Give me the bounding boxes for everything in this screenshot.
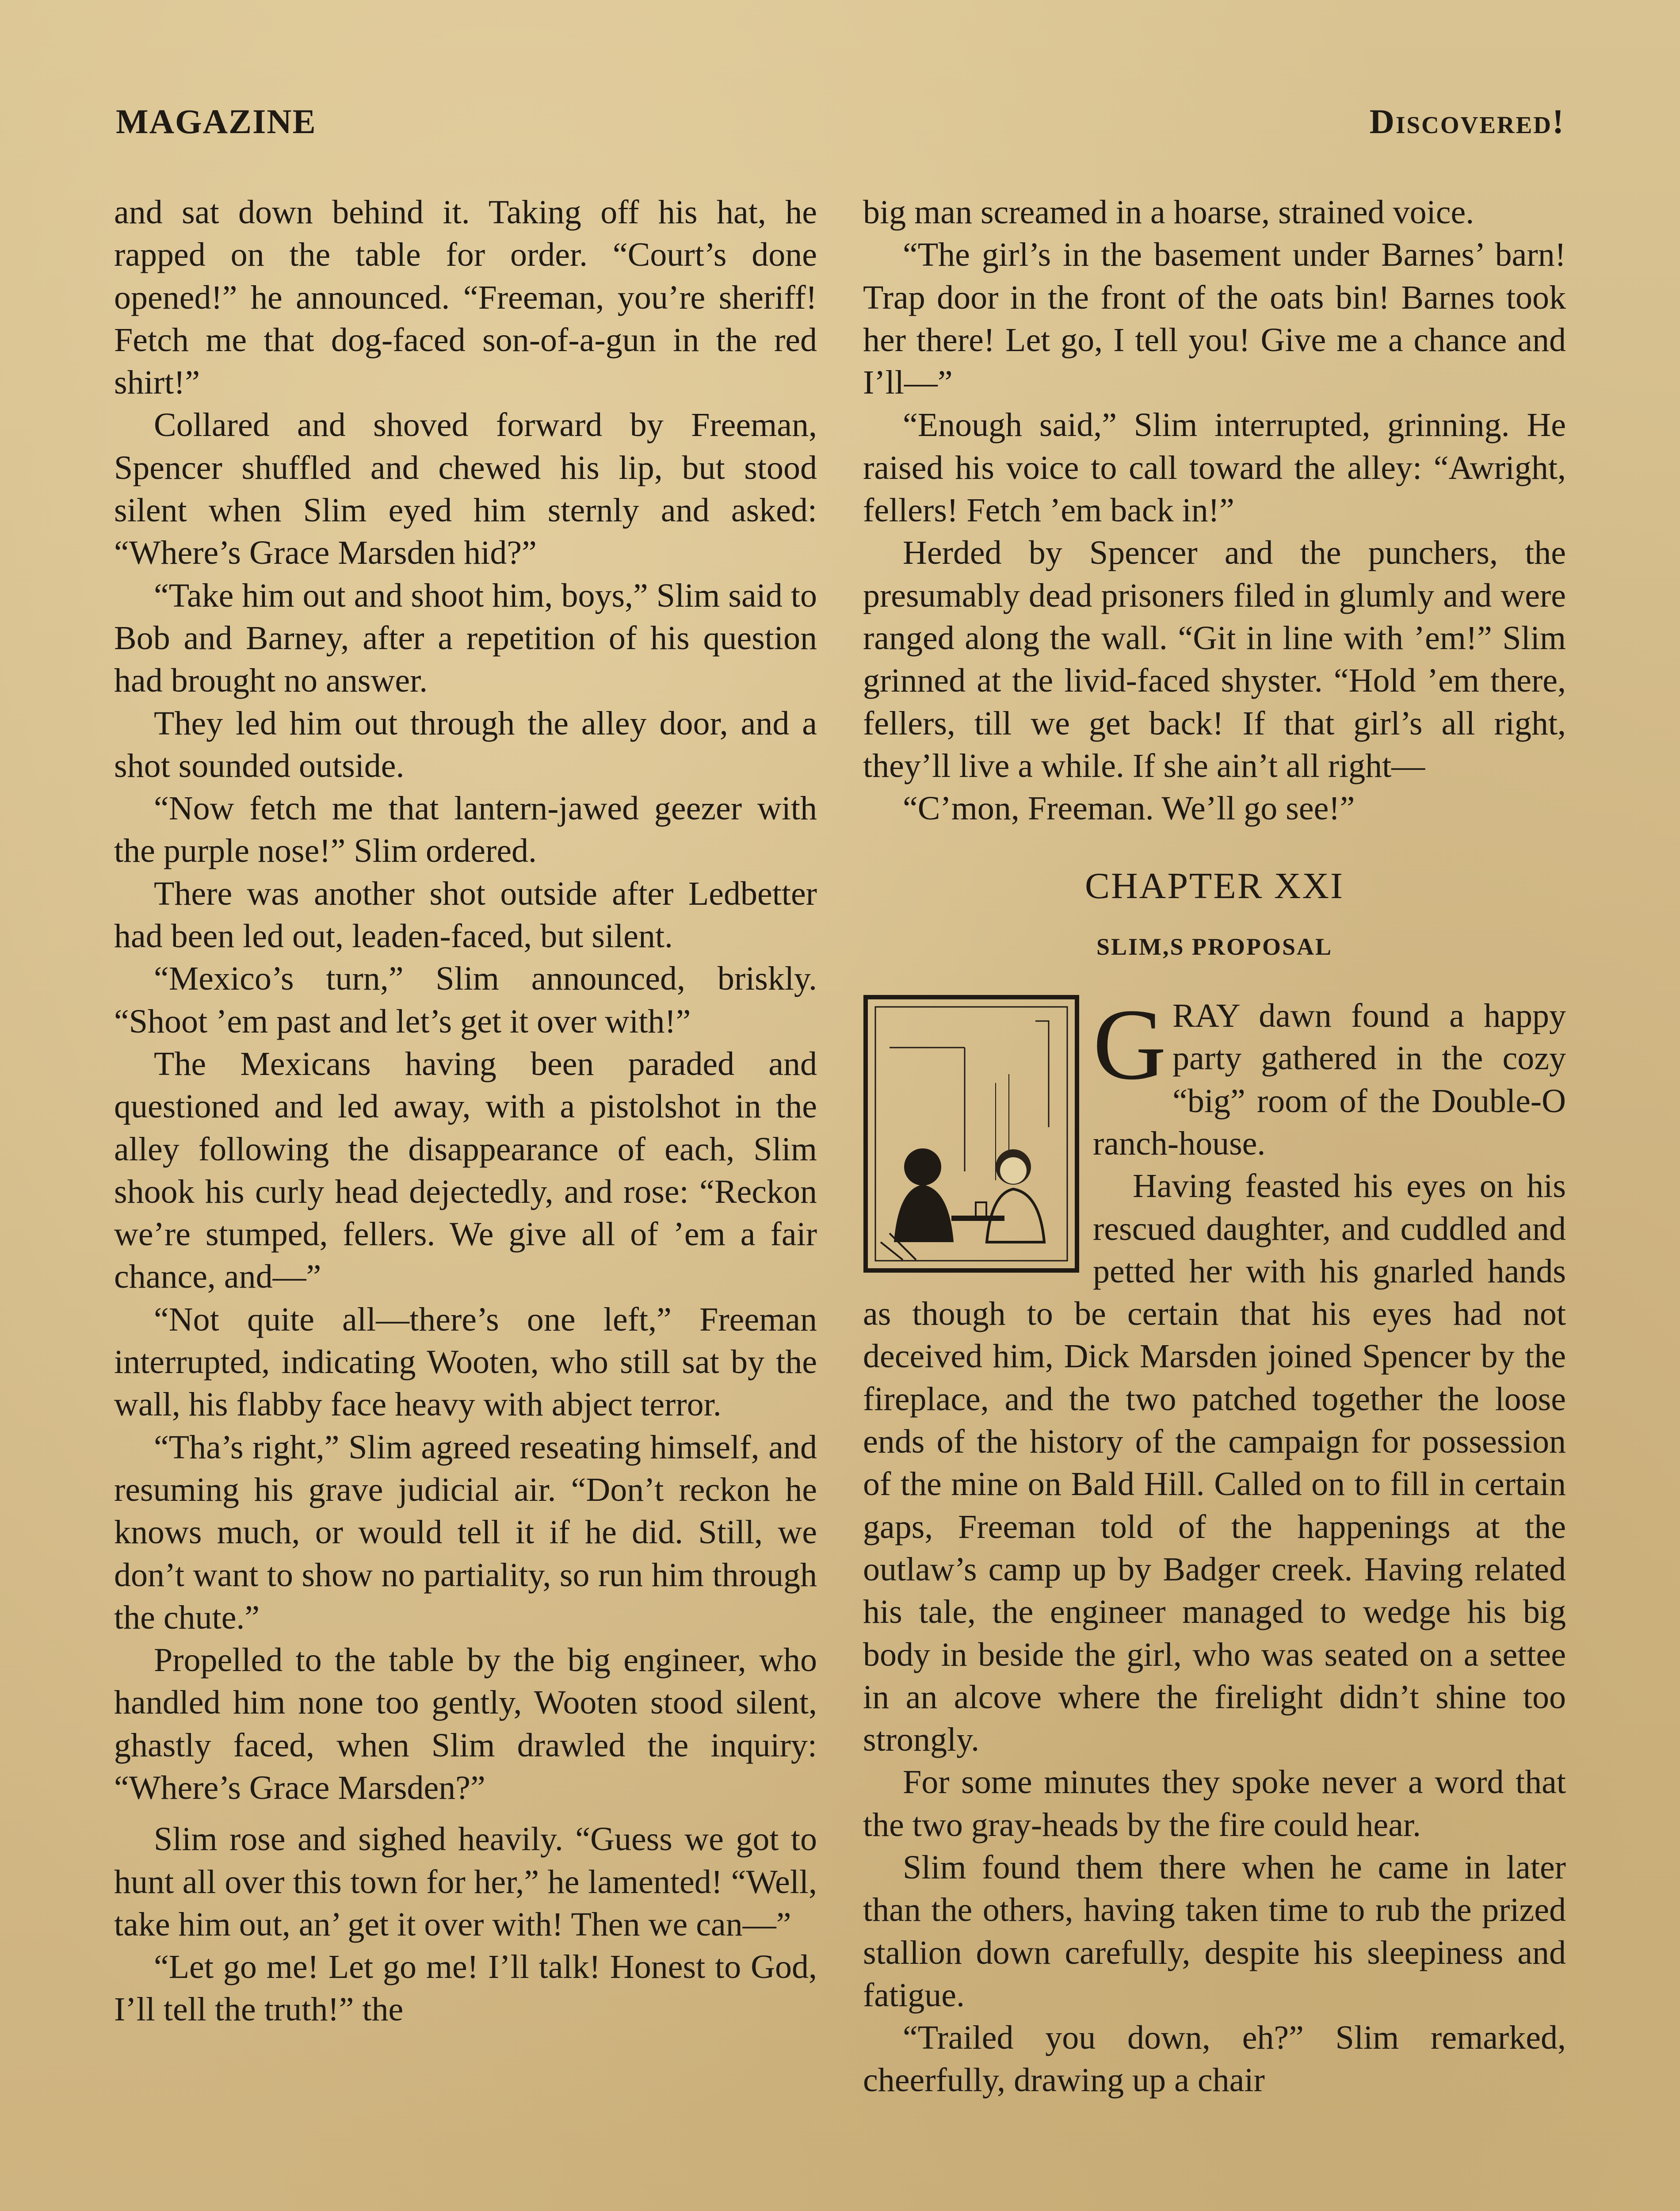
- paragraph: “Take him out and shoot him, boys,” Slim said to Bob and Barney, after a repetition of his question had brought no answer.: [114, 577, 817, 700]
- paragraph: Slim found them there when he came in later than the others, having taken time to rub the prized stallion down carefully, despite his sleepiness and fatigue.: [863, 1848, 1566, 2014]
- paragraph: Slim rose and sighed heavily. “Guess we got to hunt all over this town for her,” he lamented! “Well, take him out, an’ get it over with! Then we can—”: [114, 1821, 817, 1943]
- illustration-drawing: [863, 995, 1080, 1273]
- paragraph: big man screamed in a hoarse, strained voice.: [863, 194, 1474, 231]
- paragraph: RAY dawn found a happy party gathered in the cozy “big” room of the Double-O ranch-house.: [1093, 997, 1566, 1162]
- paragraph: For some minutes they spoke never a word that the two gray-heads by the fire could hear.: [863, 1763, 1566, 1844]
- paragraph: and sat down behind it. Taking off his hat, he rapped on the table for order. “Court’s done opened!” he announced. “Freeman, you’re sheriff! Fetch me that dog-faced son-of-a-gun in the red shirt!”: [114, 194, 817, 402]
- paragraph: There was another shot outside after Ledbetter had been led out, leaden-faced, but silent.: [114, 875, 817, 955]
- paragraph: Having feasted his eyes on his rescued daughter, and cuddled and petted her with his gnarled hands as though to be certain that his eyes had not deceived him, Dick Marsden joined Spencer by the fireplace, and the two patched together the loose ends of the history of the campaign for possession of the mine on Bald Hill. Called on to fill in certain gaps, Freeman told of the happenings at the outlaw’s camp up by Badger creek. Having related his tale, the engineer managed to wedge his big body in beside the girl, who was seated on a settee in an alcove where the firelight didn’t shine too strongly.: [863, 1167, 1566, 1759]
- chapter-heading: CHAPTER XXI: [1084, 865, 1344, 907]
- chapter-opening: [863, 988, 1566, 2102]
- left-column: [114, 191, 817, 2031]
- paragraph: “Tha’s right,” Slim agreed reseating himself, and resuming his grave judicial air. “Don’t reckon he knows much, or would tell it if he did. Still, we don’t want to show no partiality, so run him through the chute.”: [114, 1428, 817, 1636]
- paragraph: “C’mon, Freeman. We’ll go see!”: [903, 790, 1355, 827]
- paragraph: “The girl’s in the basement under Barnes’ barn! Trap door in the front of the oats bin! Barnes took her there! Let go, I tell you! Give me a chance and I’ll—”: [863, 236, 1566, 402]
- drop-cap: G: [1093, 988, 1167, 1101]
- header-magazine: MAGAZINE: [116, 102, 317, 141]
- paragraph: “Let go me! Let go me! I’ll talk! Honest to God, I’ll tell the truth!” the: [114, 1948, 817, 2028]
- header-story-title: Discovered!: [1369, 102, 1565, 141]
- paragraph: “Trailed you down, eh?” Slim remarked, cheerfully, drawing up a chair: [863, 2019, 1566, 2099]
- paragraph: “Enough said,” Slim interrupted, grinning. He raised his voice to call toward the alley: “Awright, fellers! Fetch ’em back in!”: [863, 406, 1566, 529]
- paragraph: “Now fetch me that lantern-jawed geezer with the purple nose!” Slim ordered.: [114, 790, 817, 870]
- running-header: [116, 102, 1565, 155]
- paragraph: Collared and shoved forward by Freeman, Spencer shuffled and chewed his lip, but stood silent when Slim eyed him sternly and asked: “Where’s Grace Marsden hid?”: [114, 406, 817, 572]
- paragraph: Propelled to the table by the big engineer, who handled him none too gently, Wooten stood silent, ghastly faced, when Slim drawled the inquiry: “Where’s Grace Marsden?”: [114, 1641, 817, 1806]
- chapter-subtitle: SLIM,S PROPOSAL: [1096, 933, 1333, 960]
- paragraph: They led him out through the alley door, and a shot sounded outside.: [114, 704, 817, 784]
- paragraph: “Not quite all—there’s one left,” Freeman interrupted, indicating Wooten, who still sat by the wall, his flabby face heavy with abject terror.: [114, 1301, 817, 1423]
- paragraph: Herded by Spencer and the punchers, the presumably dead prisoners filed in glumly and were ranged along the wall. “Git in line with ’em!” Slim grinned at the livid-faced shyster. “Hold ’em there, fellers, till we get back! If that girl’s all right, they’ll live a while. If she ain’t all right—: [863, 534, 1566, 784]
- paragraph: The Mexicans having been paraded and questioned and led away, with a pistolshot in the alley following the disappearance of each, Slim shook his curly head dejectedly, and rose: “Reckon we’re stumped, fellers. We give all of ’em a fair chance, and—”: [114, 1045, 817, 1296]
- right-column: [863, 191, 1566, 2102]
- paragraph: “Mexico’s turn,” Slim announced, briskly. “Shoot ’em past and let’s get it over with!”: [114, 960, 817, 1040]
- ornament-illustration: [863, 995, 1080, 1273]
